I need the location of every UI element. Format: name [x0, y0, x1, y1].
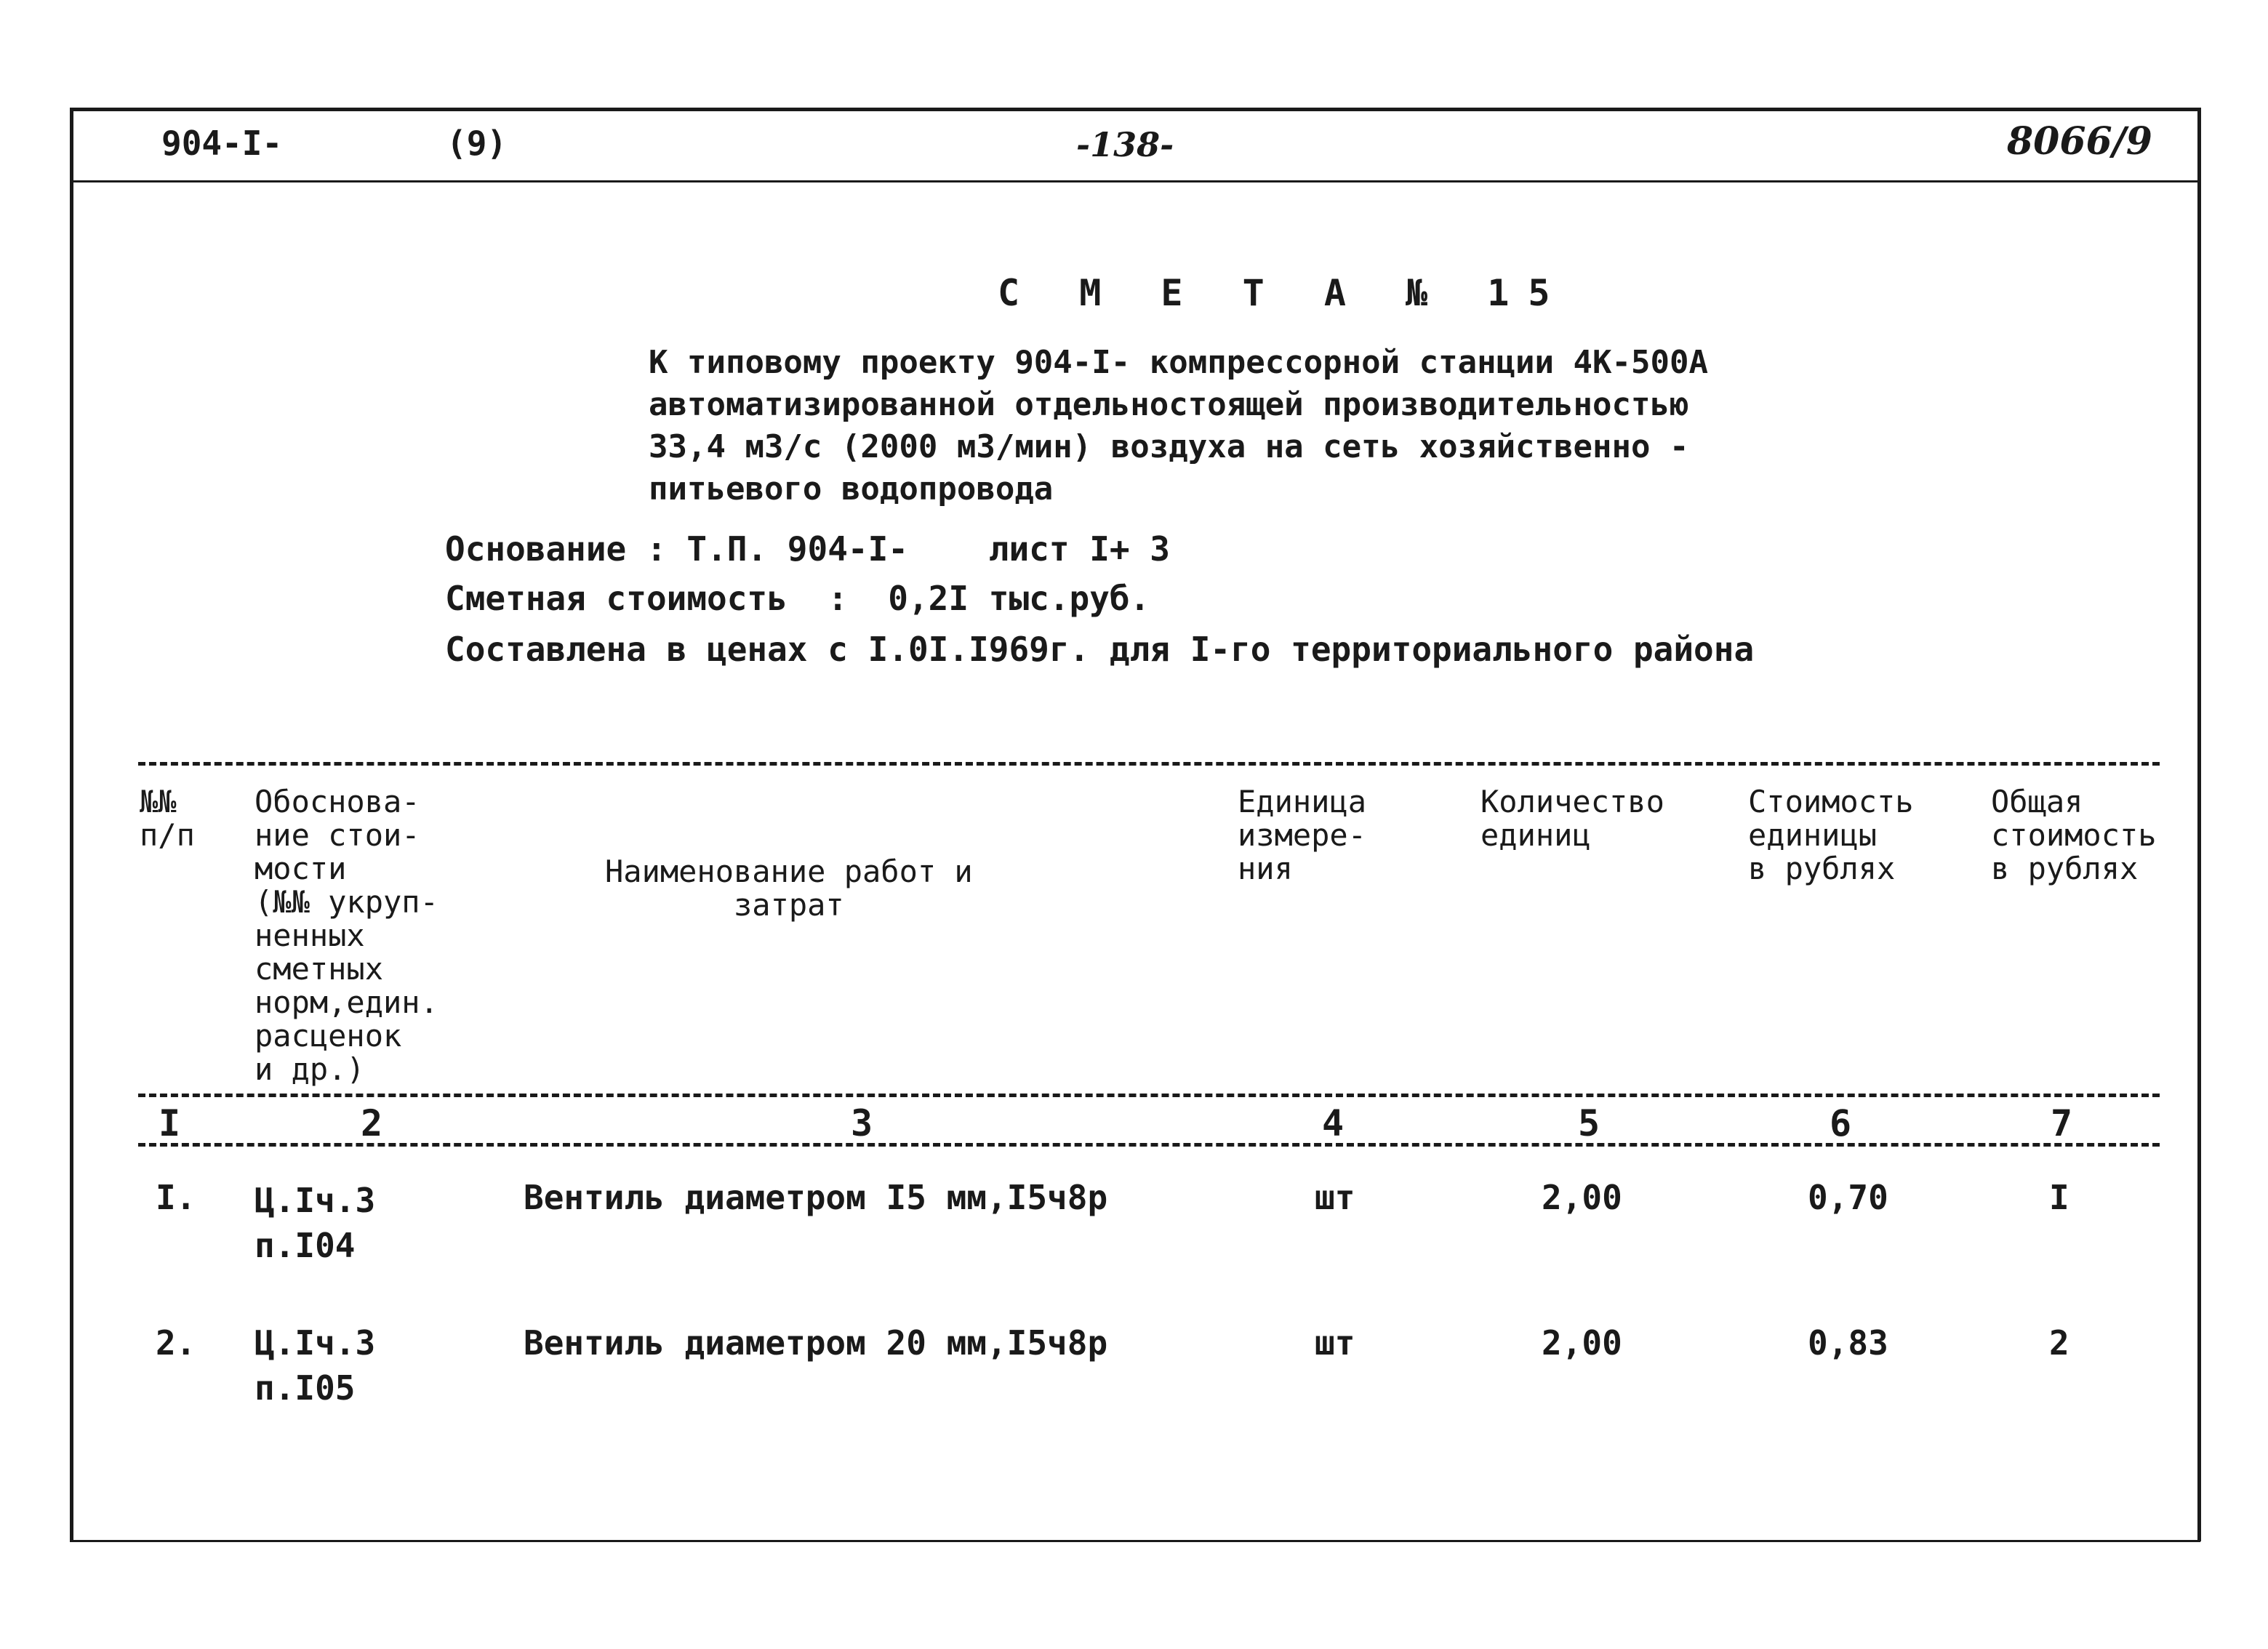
row-name: Вентиль диаметром I5 мм,I5ч8р	[524, 1178, 1108, 1217]
document-reference: 8066/9	[2007, 119, 2152, 164]
col-header-number: №№ п/п	[140, 784, 195, 853]
frame-top-border	[70, 108, 2200, 111]
frame-left-border	[70, 108, 73, 1541]
frame-bottom-border	[70, 1540, 2200, 1542]
col-header-total-cost: Общая стоимость в рублях	[1991, 784, 2157, 886]
col-header-unit: Единица измере- ния	[1238, 784, 1367, 886]
col-number-6: 6	[1830, 1102, 1852, 1144]
col-header-name: Наименование работ и затрат	[605, 854, 973, 923]
row-unit: шт	[1315, 1178, 1355, 1217]
col-number-4: 4	[1322, 1102, 1345, 1144]
col-header-unit-cost: Стоимость единицы в рублях	[1748, 784, 1914, 886]
compiled-note: Составлена в ценах с I.0I.I969г. для I-го территориального района	[445, 630, 1755, 669]
frame-right-border	[2197, 108, 2201, 1541]
row-unit-cost: 0,70	[1808, 1178, 1888, 1217]
project-description: К типовому проекту 904-I- компрессорной станции 4К-500А автоматизированной отдельностоящей производительностью 33,4 м3/с (2000 м3/мин) воздуха на сеть хозяйственно - питьевого водопровода	[649, 344, 1708, 507]
col-number-5: 5	[1578, 1102, 1600, 1144]
row-unit: шт	[1315, 1323, 1355, 1363]
row-basis: Ц.Iч.3 п.I05	[255, 1323, 376, 1408]
col-number-1: I	[159, 1102, 181, 1144]
column-number-rule	[138, 1143, 2160, 1147]
basis-line: Основание : Т.П. 904-I- лист I+ 3	[445, 529, 1170, 569]
col-number-3: 3	[851, 1102, 873, 1144]
row-name: Вентиль диаметром 20 мм,I5ч8р	[524, 1323, 1108, 1363]
header-bottom-rule	[138, 1094, 2160, 1097]
header-divider	[70, 180, 2200, 182]
document-title: С М Е Т А № 15	[998, 272, 1569, 314]
col-number-2: 2	[361, 1102, 383, 1144]
table-top-rule	[138, 762, 2160, 766]
row-number: I.	[156, 1178, 196, 1217]
col-number-7: 7	[2051, 1102, 2073, 1144]
row-total-cost: 2	[2049, 1323, 2069, 1363]
page-number: -138-	[1076, 125, 1174, 164]
col-header-basis: Обоснова- ние стои- мости (№№ укруп- ненных сметных норм,един. расценок и др.)	[255, 784, 438, 1087]
row-basis: Ц.Iч.3 п.I04	[255, 1181, 376, 1265]
estimated-cost-line: Сметная стоимость : 0,2I тыс.руб.	[445, 579, 1150, 618]
row-quantity: 2,00	[1542, 1178, 1622, 1217]
part-number: (9)	[446, 124, 508, 163]
row-total-cost: I	[2049, 1178, 2069, 1217]
project-code: 904-I-	[161, 124, 283, 163]
row-number: 2.	[156, 1323, 196, 1363]
row-quantity: 2,00	[1542, 1323, 1622, 1363]
col-header-quantity: Количество единиц	[1480, 784, 1664, 853]
row-unit-cost: 0,83	[1808, 1323, 1888, 1363]
